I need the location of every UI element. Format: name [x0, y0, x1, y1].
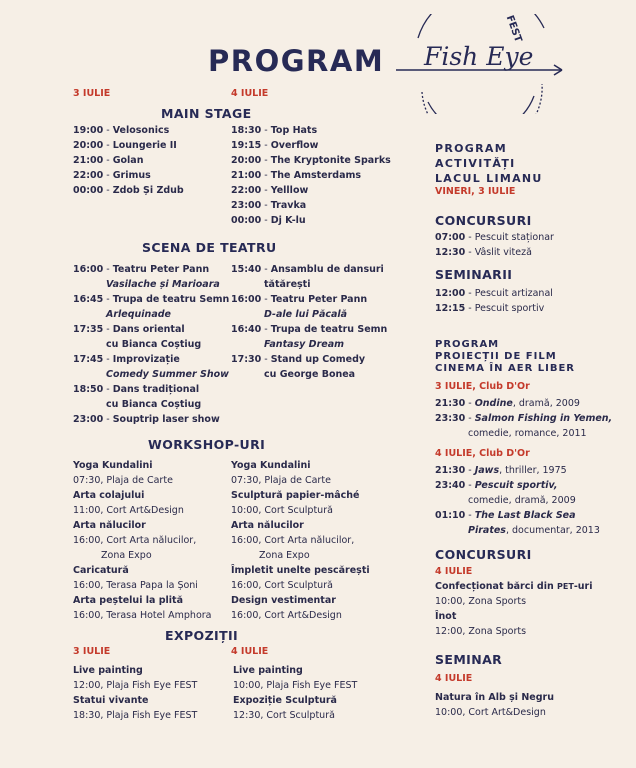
- list-item: 18:30 - Top Hats: [231, 125, 318, 136]
- list-item: 17:30 - Stand up Comedy: [231, 354, 366, 365]
- list-item: 16:00 - Teatru Peter Pann: [73, 264, 210, 275]
- workshop-detail: 16:00, Terasa Papa la Șoni: [73, 580, 198, 591]
- list-item: 23:00 - Souptrip laser show: [73, 414, 220, 425]
- list-item-sub: Fantasy Dream: [264, 339, 345, 350]
- expo-detail: 10:00, Plaja Fish Eye FEST: [233, 680, 358, 691]
- page-title: PROGRAM: [208, 44, 385, 78]
- workshop-name: Împletit unelte pescărești: [231, 565, 370, 576]
- list-item: 19:15 - Overflow: [231, 140, 319, 151]
- workshop-detail: Zona Expo: [259, 550, 310, 561]
- list-item: 00:00 - Dj K-lu: [231, 215, 306, 226]
- fish-eye-logo: [396, 14, 566, 114]
- lake-seminars-list: [435, 286, 553, 316]
- list-item: 00:00 - Zdob Și Zdub: [73, 185, 184, 196]
- list-item: 21:00 - Golan: [73, 155, 144, 166]
- contest-detail: 12:00, Zona Sports: [435, 626, 527, 637]
- list-item-sub: Comedy Summer Show: [106, 369, 229, 380]
- expo-name: Live painting: [73, 665, 143, 676]
- list-item-sub: D-ale lui Păcală: [264, 309, 348, 320]
- list-item: 19:00 - Velosonics: [73, 125, 170, 136]
- workshop-detail: 11:00, Cort Art&Design: [73, 505, 184, 516]
- contest-name: Înot: [435, 611, 457, 622]
- seminar-name: Natura în Alb și Negru: [435, 692, 554, 703]
- list-item-sub: cu Bianca Coștiug: [106, 339, 202, 350]
- list-item: 21:30 - Ondine, dramă, 2009: [435, 398, 580, 409]
- workshop-detail: 16:00, Cort Arta nălucilor,: [73, 535, 197, 546]
- cinema-date-1: 3 IULIE, Club D'Or: [435, 381, 530, 392]
- workshop-detail: 16:00, Cort Sculptură: [231, 580, 333, 591]
- workshop-name: Arta colajului: [73, 490, 145, 501]
- list-item: 21:30 - Jaws, thriller, 1975: [435, 465, 567, 476]
- contest-detail: 10:00, Zona Sports: [435, 596, 527, 607]
- workshop-detail: Zona Expo: [101, 550, 152, 561]
- workshop-detail: 16:00, Cort Art&Design: [231, 610, 342, 621]
- list-item: 20:00 - Loungerie II: [73, 140, 177, 151]
- list-item: 23:30 - Salmon Fishing in Yemen,: [435, 413, 613, 424]
- expo-detail: 12:30, Cort Sculptură: [233, 710, 335, 721]
- lake-date: VINERI, 3 IULIE: [435, 186, 516, 197]
- workshop-name: Caricatură: [73, 565, 129, 576]
- cinema-list-day2: [435, 463, 600, 538]
- list-item: 07:00 - Pescuit staționar: [435, 232, 554, 243]
- expo-name: Live painting: [233, 665, 303, 676]
- theatre-list-day2: [231, 262, 387, 382]
- workshop-detail: 07:30, Plaja de Carte: [73, 475, 173, 486]
- logo-text: Fish Eye: [424, 42, 534, 71]
- list-item-sub: cu Bianca Coștiug: [106, 399, 202, 410]
- list-item-sub: comedie, romance, 2011: [468, 428, 587, 439]
- main-stage-list-day2: [231, 123, 391, 228]
- workshop-detail: 07:30, Plaja de Carte: [231, 475, 331, 486]
- seminar-detail: 10:00, Cort Art&Design: [435, 707, 546, 718]
- theatre-list-day1: [73, 262, 229, 427]
- list-item-sub: Arlequinade: [106, 309, 171, 320]
- main-stage-date-2: 4 IULIE: [231, 88, 269, 99]
- workshop-name: Arta peștelui la plită: [73, 595, 184, 606]
- workshop-name: Arta nălucilor: [231, 520, 304, 531]
- lake-contests-title: CONCURSURI: [435, 213, 532, 228]
- expo-detail: 18:30, Plaja Fish Eye FEST: [73, 710, 198, 721]
- list-item: 17:35 - Dans oriental: [73, 324, 185, 335]
- list-item: 22:00 - Grimus: [73, 170, 151, 181]
- workshop-detail: 10:00, Cort Sculptură: [231, 505, 333, 516]
- workshops-list-day2: [231, 458, 370, 623]
- expo-detail: 12:00, Plaja Fish Eye FEST: [73, 680, 198, 691]
- expo-list-day1: [73, 663, 197, 723]
- lake-seminars-title: SEMINARII: [435, 267, 513, 282]
- list-item: 12:15 - Pescuit sportiv: [435, 303, 545, 314]
- theatre-title: SCENA DE TEATRU: [142, 240, 277, 255]
- contests2-list: [435, 579, 593, 639]
- workshop-name: Design vestimentar: [231, 595, 336, 606]
- expo-list-day2: [233, 663, 357, 723]
- workshop-name: Sculptură papier-mâché: [231, 490, 360, 501]
- main-stage-title: MAIN STAGE: [161, 106, 252, 121]
- cinema-title: PROGRAM PROIECȚII DE FILM CINEMA ÎN AER LIBER: [435, 339, 576, 374]
- list-item: 22:00 - Yelllow: [231, 185, 309, 196]
- list-item: 18:50 - Dans tradițional: [73, 384, 200, 395]
- list-item: 12:30 - Vâslit viteză: [435, 247, 532, 258]
- list-item: 17:45 - Improvizație: [73, 354, 180, 365]
- list-item: 16:45 - Trupa de teatru Semn: [73, 294, 230, 305]
- list-item: 23:00 - Travka: [231, 200, 307, 211]
- list-item-sub: comedie, dramă, 2009: [468, 495, 576, 506]
- expo-name: Expoziție Sculptură: [233, 695, 337, 706]
- contests2-title: CONCURSURI: [435, 547, 532, 562]
- list-item: 01:10 - The Last Black Sea: [435, 510, 576, 521]
- expo-name: Statui vivante: [73, 695, 149, 706]
- list-item: 12:00 - Pescuit artizanal: [435, 288, 553, 299]
- list-item-sub: cu George Bonea: [264, 369, 356, 380]
- expo-date-1: 3 IULIE: [73, 646, 111, 657]
- lake-title: PROGRAM ACTIVITĂȚI LACUL LIMANU: [435, 142, 543, 185]
- list-item-sub: tătărești: [264, 279, 311, 290]
- cinema-list-day1: [435, 396, 612, 441]
- seminar2-title: SEMINAR: [435, 652, 503, 667]
- seminar2-list: [435, 690, 554, 720]
- main-stage-date-1: 3 IULIE: [73, 88, 111, 99]
- list-item: 23:40 - Pescuit sportiv,: [435, 480, 558, 491]
- workshop-name: Arta nălucilor: [73, 520, 146, 531]
- list-item: 16:40 - Trupa de teatru Semn: [231, 324, 388, 335]
- workshop-detail: 16:00, Terasa Hotel Amphora: [73, 610, 212, 621]
- lake-contests-list: [435, 230, 554, 260]
- workshops-title: WORKSHOP-URI: [148, 437, 266, 452]
- contests2-date: 4 IULIE: [435, 566, 473, 577]
- expo-date-2: 4 IULIE: [231, 646, 269, 657]
- main-stage-list-day1: [73, 123, 184, 198]
- workshop-name: Yoga Kundalini: [73, 460, 153, 471]
- contest-name: Confecționat bărci din PET-uri: [435, 581, 593, 592]
- workshop-name: Yoga Kundalini: [231, 460, 311, 471]
- list-item: 15:40 - Ansamblu de dansuri: [231, 264, 384, 275]
- seminar2-date: 4 IULIE: [435, 673, 473, 684]
- list-item: 20:00 - The Kryptonite Sparks: [231, 155, 391, 166]
- logo-fest: FEST: [503, 14, 524, 44]
- expo-title: EXPOZIȚII: [165, 628, 239, 643]
- list-item-sub: Vasilache și Marioara: [106, 279, 220, 290]
- workshop-detail: 16:00, Cort Arta nălucilor,: [231, 535, 355, 546]
- cinema-date-2: 4 IULIE, Club D'Or: [435, 448, 530, 459]
- list-item-sub: Pirates, documentar, 2013: [468, 525, 600, 536]
- workshops-list-day1: [73, 458, 212, 623]
- list-item: 16:00 - Teatru Peter Pann: [231, 294, 368, 305]
- list-item: 21:00 - The Amsterdams: [231, 170, 362, 181]
